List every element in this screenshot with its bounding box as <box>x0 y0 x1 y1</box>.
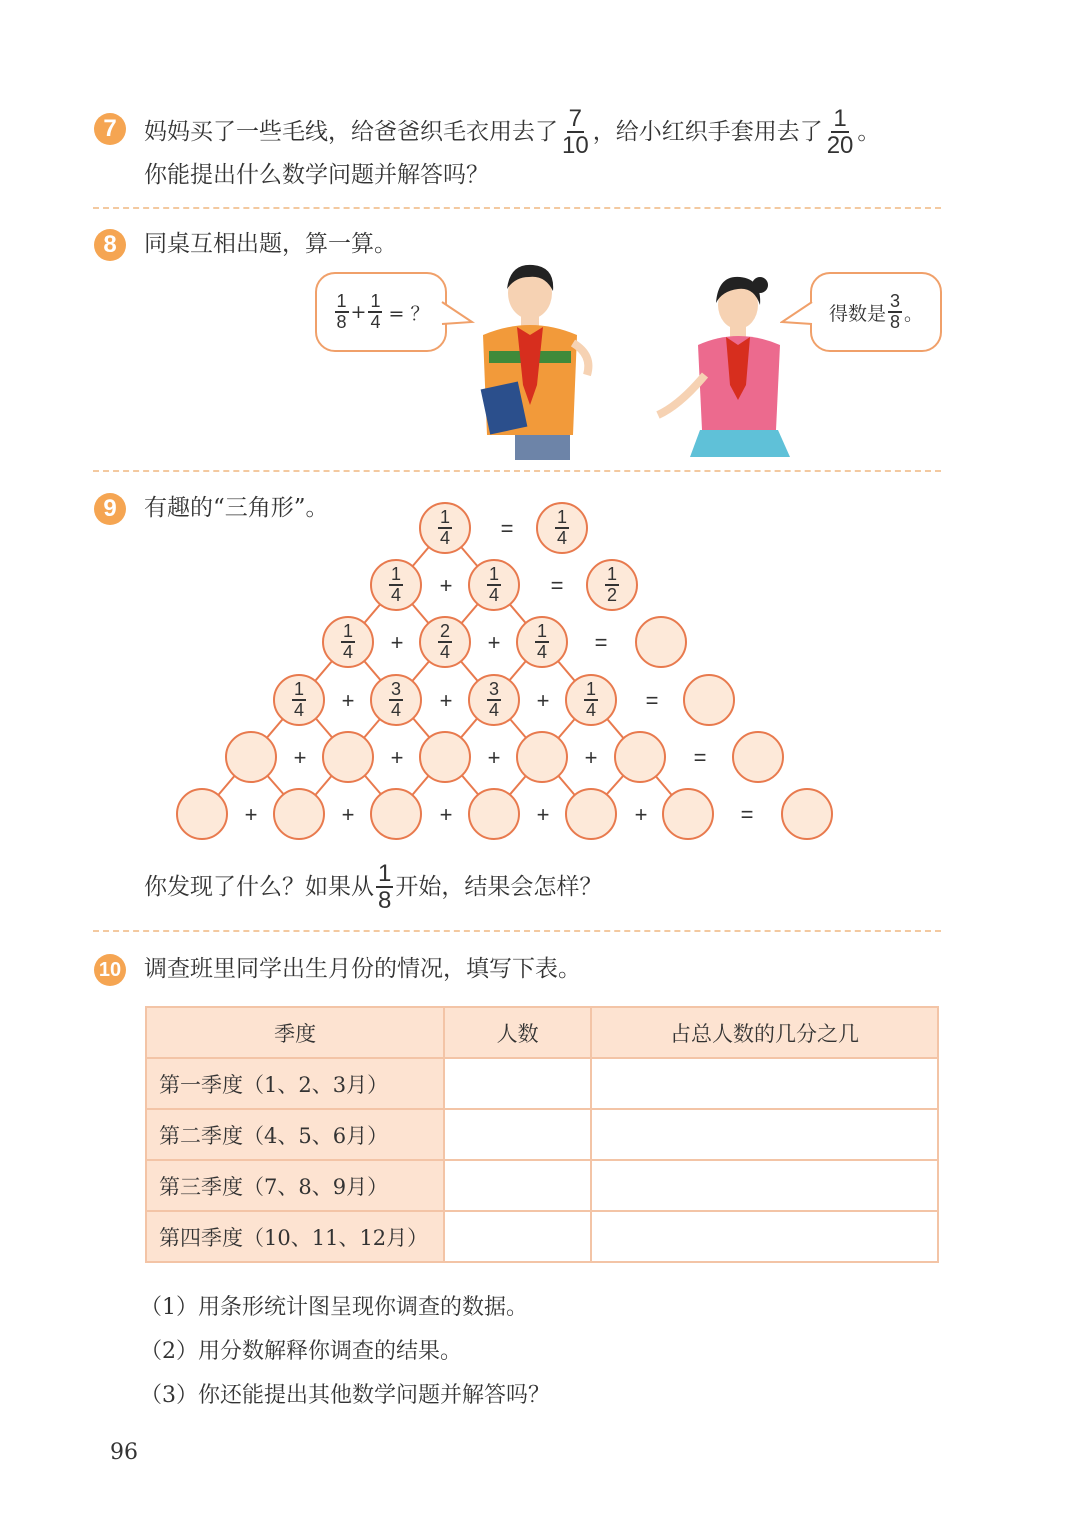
fraction-numerator: 1 <box>390 564 401 585</box>
fraction-denominator: 8 <box>336 312 347 332</box>
fraction-denominator: 4 <box>370 312 381 332</box>
fraction-denominator: 4 <box>439 642 450 662</box>
triangle-circle <box>370 674 422 726</box>
fraction-denominator: 8 <box>378 887 392 914</box>
triangle-circle-empty[interactable] <box>273 788 325 840</box>
triangle-circle-empty[interactable] <box>322 731 374 783</box>
plus-sign: + <box>341 688 355 713</box>
plus-sign: + <box>487 745 501 770</box>
divider <box>93 930 941 932</box>
equals-sign: = <box>594 630 608 655</box>
question-10-badge: 10 <box>94 954 126 986</box>
q9-question-a: 你发现了什么？如果从 <box>144 874 374 900</box>
fraction-denominator: 4 <box>439 528 450 548</box>
q9-fraction-1-8 <box>376 861 393 913</box>
fraction-numerator: 1 <box>370 291 381 312</box>
triangle-circle-empty[interactable] <box>516 731 568 783</box>
sub-question-2: （2）用分数解释你调查的结果。 <box>140 1339 462 1364</box>
plus-sign: + <box>350 301 367 323</box>
fraction-numerator: 1 <box>606 564 617 585</box>
fraction-denominator: 10 <box>562 132 589 159</box>
fraction-denominator: 20 <box>826 132 854 159</box>
triangle-circle-empty[interactable] <box>370 788 422 840</box>
plus-sign: + <box>584 745 598 770</box>
sub-question-1: （1）用条形统计图呈现你调查的数据。 <box>140 1295 528 1320</box>
q7-text-b: ，给小红织手套用去了 <box>592 119 823 145</box>
triangle-circle <box>419 616 471 668</box>
fraction-denominator: 4 <box>536 642 547 662</box>
equals-sign: = <box>550 573 564 598</box>
fraction-numerator: 3 <box>488 679 499 700</box>
page-number: 96 <box>110 1440 138 1465</box>
plus-sign: + <box>536 688 550 713</box>
triangle-circle <box>322 616 374 668</box>
result-circle-empty[interactable] <box>683 674 735 726</box>
header-count: 人数 <box>444 1007 591 1058</box>
sub-question-3: （3）你还能提出其他数学问题并解答吗？ <box>140 1383 550 1408</box>
triangle-circle <box>419 502 471 554</box>
fraction-cell[interactable] <box>591 1211 938 1262</box>
result-circle <box>586 559 638 611</box>
result-circle-empty[interactable] <box>732 731 784 783</box>
count-cell[interactable] <box>444 1109 591 1160</box>
plus-sign: + <box>341 802 355 827</box>
question-9-followup <box>144 858 602 916</box>
row-label: 第一季度（1、2、3月） <box>146 1058 444 1109</box>
count-cell[interactable] <box>444 1058 591 1109</box>
fraction-numerator: 7 <box>568 104 583 132</box>
row-label: 第四季度（10、11、12月） <box>146 1211 444 1262</box>
plus-sign: + <box>390 745 404 770</box>
fraction-numerator: 1 <box>833 104 847 132</box>
fraction-cell[interactable] <box>591 1160 938 1211</box>
plus-sign: + <box>536 802 550 827</box>
triangle-circle <box>468 559 520 611</box>
fraction-numerator: 1 <box>342 621 353 642</box>
fraction-denominator: 4 <box>293 700 304 720</box>
question-7-line2: 你能提出什么数学问题并解答吗？ <box>144 162 489 188</box>
count-cell[interactable] <box>444 1160 591 1211</box>
bubble-text: 得数是 <box>828 302 886 325</box>
fraction-numerator: 1 <box>439 507 450 528</box>
equals-sign: = <box>740 802 754 827</box>
bubble-tail-text: 。 <box>904 302 924 325</box>
fraction-numerator: 1 <box>293 679 304 700</box>
plus-sign: + <box>634 802 648 827</box>
question-8-text: 同桌互相出题，算一算。 <box>144 231 397 257</box>
q7-text-c: 。 <box>857 119 881 145</box>
triangle-circle-empty[interactable] <box>419 731 471 783</box>
fraction-denominator: 4 <box>488 700 499 720</box>
fraction-cell[interactable] <box>591 1058 938 1109</box>
header-quarter: 季度 <box>146 1007 444 1058</box>
fraction-numerator: 2 <box>439 621 450 642</box>
fraction-numerator: 1 <box>536 621 547 642</box>
fraction-denominator: 4 <box>488 585 499 605</box>
fraction-denominator: 4 <box>585 700 596 720</box>
count-cell[interactable] <box>444 1211 591 1262</box>
result-circle-empty[interactable] <box>635 616 687 668</box>
fraction-denominator: 4 <box>342 642 353 662</box>
row-label: 第二季度（4、5、6月） <box>146 1109 444 1160</box>
q7-text-a: 妈妈买了一些毛线，给爸爸织毛衣用去了 <box>144 119 558 145</box>
fraction-denominator: 4 <box>556 528 567 548</box>
row-label: 第三季度（7、8、9月） <box>146 1160 444 1211</box>
triangle-circle <box>468 674 520 726</box>
triangle-circle <box>370 559 422 611</box>
table-row <box>146 1058 938 1109</box>
fraction-denominator: 8 <box>889 312 900 332</box>
equals-sign: = <box>693 745 707 770</box>
fraction-numerator: 3 <box>390 679 401 700</box>
plus-sign: + <box>487 630 501 655</box>
table-row <box>146 1109 938 1160</box>
plus-sign: + <box>293 745 307 770</box>
triangle-circle-empty[interactable] <box>468 788 520 840</box>
equals-sign: = <box>645 688 659 713</box>
question-8-badge: 8 <box>94 229 126 261</box>
triangle-circle <box>273 674 325 726</box>
fraction-denominator: 4 <box>390 585 401 605</box>
table-header-row <box>146 1007 938 1058</box>
header-fraction: 占总人数的几分之几 <box>591 1007 938 1058</box>
fraction-numerator: 3 <box>889 291 900 312</box>
triangle-circle-empty[interactable] <box>176 788 228 840</box>
fraction-denominator: 2 <box>606 585 617 605</box>
triangle-circle-empty[interactable] <box>614 731 666 783</box>
fraction-numerator: 1 <box>488 564 499 585</box>
table-row <box>146 1211 938 1262</box>
triangle-circle <box>516 616 568 668</box>
fraction-numerator: 1 <box>556 507 567 528</box>
bubble-tail-text: = ？ <box>388 302 430 325</box>
question-7-badge: 7 <box>94 113 126 145</box>
table-row <box>146 1160 938 1211</box>
plus-sign: + <box>244 802 258 827</box>
triangle-circle-empty[interactable] <box>662 788 714 840</box>
fraction-numerator: 1 <box>336 291 347 312</box>
q9-question-b: 开始，结果会怎样？ <box>395 874 603 900</box>
equals-sign: = <box>500 516 514 541</box>
plus-sign: + <box>439 573 453 598</box>
fraction-cell[interactable] <box>591 1109 938 1160</box>
result-circle <box>536 502 588 554</box>
question-10-text: 调查班里同学出生月份的情况，填写下表。 <box>144 956 581 982</box>
plus-sign: + <box>439 802 453 827</box>
question-9-badge: 9 <box>94 493 126 525</box>
birth-month-survey-table <box>145 1006 939 1263</box>
triangle-circle-empty[interactable] <box>225 731 277 783</box>
triangle-circle <box>565 674 617 726</box>
question-9-text: 有趣的“三角形”。 <box>144 495 329 521</box>
fraction-denominator: 4 <box>390 700 401 720</box>
fraction-numerator: 1 <box>585 679 596 700</box>
fraction-numerator: 1 <box>378 859 392 887</box>
plus-sign: + <box>390 630 404 655</box>
result-circle-empty[interactable] <box>781 788 833 840</box>
plus-sign: + <box>439 688 453 713</box>
triangle-circle-empty[interactable] <box>565 788 617 840</box>
